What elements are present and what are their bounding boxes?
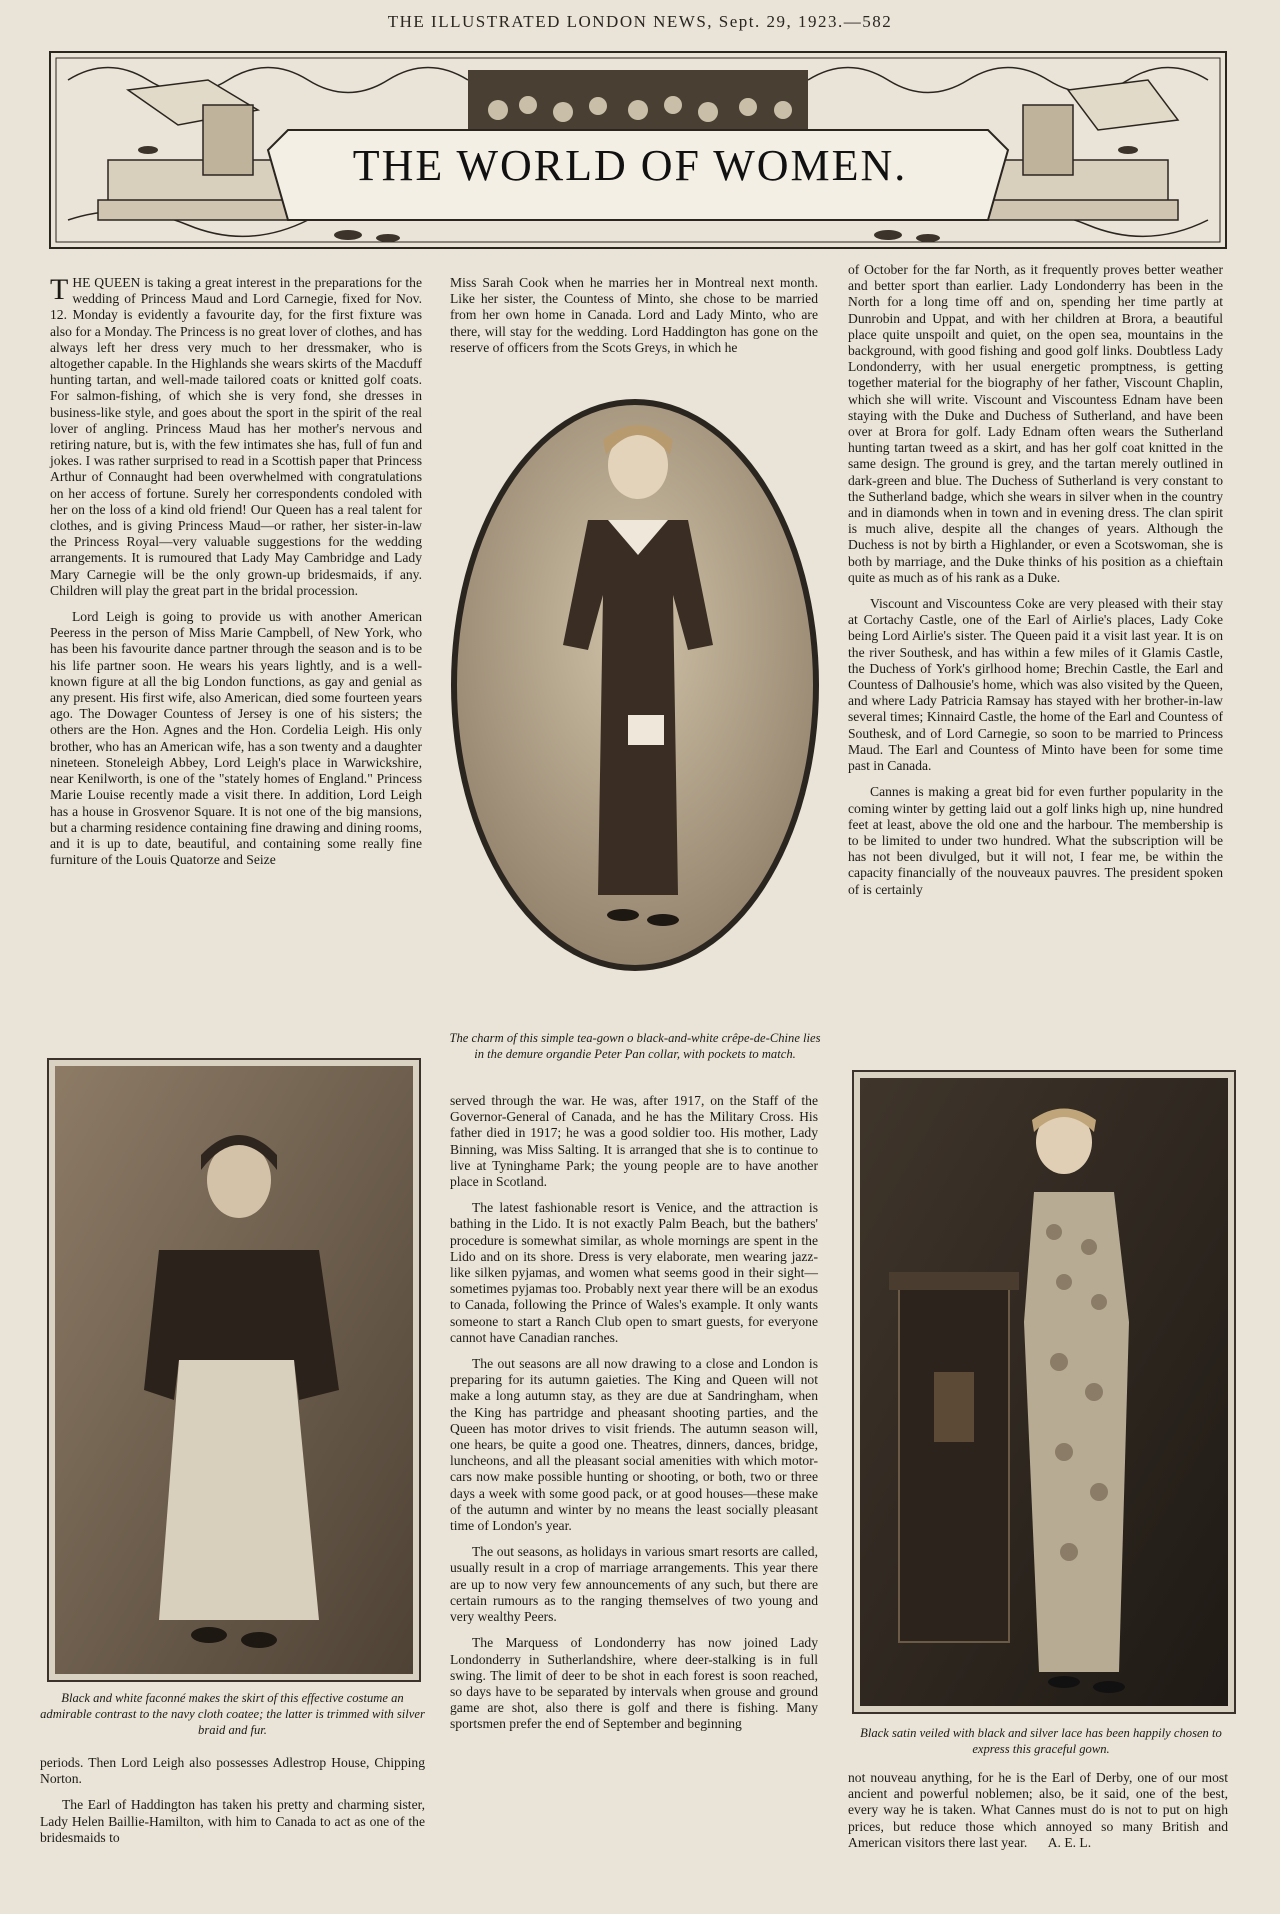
paragraph: The Earl of Haddington has taken his pretty and charming sister, Lady Helen Baillie-Hamilton, with him to Canada to act as one of the bridesmaids to (40, 1797, 425, 1845)
paragraph (50, 275, 422, 599)
caption-right: Black satin veiled with black and silver lace has been happily chosen to express this graceful gown. (860, 1726, 1222, 1756)
caption-center: The charm of this simple tea-gown o black-and-white crêpe-de-Chine lies in the demure organdie Peter Pan collar, with pockets to match. (449, 1031, 821, 1061)
paragraph: Cannes is making a great bid for even further popularity in the coming winter by getting laid out a golf links high up, nine hundred feet at least, above the old one and the harbour. The membership is to be limited to under two hundred. What the subscription will be has not been divulged, but it will not, I fear me, be within the capacity financially of the nouveaux pauvres. The president spoken of is certainly (848, 784, 1223, 897)
column-1-bottom (40, 1755, 425, 1856)
paragraph: The Marquess of Londonderry has now joined Lady Londonderry in Sutherlandshire, where deer-stalking is in full swing. The limit of deer to be shot in each forest is soon reached, so days have to be separated by intervals when grouse and ground game are shot, also there is golf and there is fishing. Many sportsmen prefer the end of September and beginning (450, 1635, 818, 1732)
paragraph: Viscount and Viscountess Coke are very pleased with their stay at Cortachy Castle, one of the Earl of Airlie's places, Lady Coke being Lord Airlie's sister. The Queen paid it a visit last year. It is on the river Southesk, and has within a few miles of it Glamis Castle, the Duchess of York's girlhood home; Brechin Castle, the Earl and Countess of Dalhousie's home, which was also visited by the Queen, and where Lady Patricia Ramsay has stayed with her brother-in-law several times; Kinnaird Castle, the home of the Earl and Countess of Southesk, and of Lord Carnegie, so soon to be married to Princess Maud. The Earl and Countess of Minto have been for some time past in Canada. (848, 596, 1223, 774)
paragraph: periods. Then Lord Leigh also possesses Adlestrop House, Chipping Norton. (40, 1755, 425, 1787)
paragraph: served through the war. He was, after 1917, on the Staff of the Governor-General of Canada, and he has the Military Cross. His father died in 1917; he was a good soldier too. His mother, Lady Binning, was Miss Salting. It is arranged that she is to continue to live at Tyninghame Park; the young people are to have another place in Scotland. (450, 1093, 818, 1190)
paragraph-text: not nouveau anything, for he is the Earl of Derby, one of our most ancient and powerful noblemen; also, be it said, one of the best, every way he is taken. What Cannes must do is not to put on high prices, but reduce those which annoyed so many British and American visitors there last year. (848, 1770, 1228, 1850)
paragraph: of October for the far North, as it frequently proves better weather and better sport than earlier. Lady Londonderry has been in the North for a long time off and on, spending her time partly at Dunrobin and Uppat, and with her children at Brora, a beautiful place quite unspoilt and quiet, on the open sea, mountains in the background, with good fishing and good golf links. Doubtless Lady Londonderry, with her usual energetic promptness, is getting together material for the biography of her father, Viscount Chaplin, which she will write. Viscount and Viscountess Ednam have been staying with the Duke and Duchess of Sutherland, and have been over at Brora for golf. Lady Ednam often wears the Sutherland hunting tartan tweed as a skirt, and has her golf coat knitted in the same design. The ground is grey, and the tartan merely outlined in dark-green and blue. The Duchess of Sutherland is very constant to the Sutherland badge, which she wears in silver when in the country and in diamonds when in town and in evening dress. The clan spirit is much alive, despite all the changes of years. Although the Duchess is not by birth a Highlander, or even a Scotswoman, she is both by marriage, and the Duke thinks of his position as a chieftain quite as much as of his rank as a Duke. (848, 262, 1223, 585)
paragraph: Miss Sarah Cook when he marries her in Montreal next month. Like her sister, the Countess of Minto, she chose to be married from her own home in Canada. Lord and Lady Minto, who are there, will stay for the wedding. Lord Haddington has gone on the reserve of officers from the Scots Greys, in which he (450, 275, 818, 355)
running-head: THE ILLUSTRATED LONDON NEWS, Sept. 29, 1923.—582 (387, 12, 893, 31)
column-3-top (848, 262, 1223, 908)
column-2-top (450, 275, 818, 366)
photo-image (854, 1072, 1234, 1712)
photo-image (448, 395, 823, 975)
photo-black-satin-gown (852, 1070, 1236, 1714)
signature: A. E. L. (1047, 1834, 1092, 1850)
paragraph: The out seasons, as holidays in various smart resorts are called, usually result in a crop of marriage arrangements. This year there are up to now very few announcements of any such, but there are certain rumours as to the ranging themselves of two young and very wealthy Peers. (450, 1544, 818, 1625)
paragraph (848, 1770, 1228, 1851)
dropcap: T (50, 273, 69, 306)
page-title: THE WORLD OF WOMEN. (352, 141, 908, 190)
paragraph: The latest fashionable resort is Venice, and the attraction is bathing in the Lido. It is not exactly Palm Beach, but the bathers' procedure is somewhat similar, as whole mornings are spent in the Lido and on its shore. Dress is very elaborate, men wearing jazz-like silken pyjamas, and women what seems good in their sight—sometimes pyjamas too. Probably next year there will be an exodus to Canada, following the Prince of Wales's example. It only wants someone to start a Ranch Club open to smart guests, for everyone cannot have Canadian ranches. (450, 1200, 818, 1345)
caption-left: Black and white faconné makes the skirt of this effective costume an admirable contrast to the navy cloth coatee; the latter is trimmed with silver braid and fur. (40, 1691, 425, 1737)
photo-faconne-costume (47, 1058, 421, 1682)
column-3-bottom (848, 1770, 1228, 1861)
paragraph: Lord Leigh is going to provide us with another American Peeress in the person of Miss Marie Campbell, of New York, who has been his favourite dance partner through the season and is to be his life partner soon. He wears his years lightly, and is a well-known figure at all the big London functions, as gay and genial as any present. His first wife, also American, died some fourteen years ago. The Dowager Countess of Jersey is one of his sisters; the others are the Hon. Agnes and the Hon. Cordelia Leigh. His only brother, who has an American wife, has a son twenty and a daughter nineteen. Stoneleigh Abbey, Lord Leigh's place in Warwickshire, near Kenilworth, is one of the "stately homes of England." Princess Marie Louise recently made a visit there. In addition, Lord Leigh has a house in Grosvenor Square. It is not one of the big mansions, but a charming residence containing fine drawing and dining rooms, and it is up to date, beautiful, and containing some really fine furniture of the Louis Quatorze and Seize (50, 609, 422, 868)
photo-tea-gown (448, 395, 823, 975)
photo-image (49, 1060, 419, 1680)
paragraph-text: HE QUEEN is taking a great interest in the preparations for the wedding of Princess Maud and Lord Carnegie, fixed for Nov. 12. Monday is evidently a favourite day, for the first fixture was also for a Monday. The Princess is no great lover of clothes, and has always left her dress very much to her dressmaker, who is altogether capable. In the Highlands she wears skirts of the Macduff hunting tartan, and well-made tailored coats or knitted golf coats. For salmon-fishing, of which she is very fond, she dresses in business-like style, and goes about the sport in the spirit of the real lover of angling. Princess Maud has her mother's nervous and retiring nature, but is, with the few intimates she has, full of fun and jokes. I was rather surprised to read in a Scottish paper that Princess Arthur of Connaught had been overwhelmed with congratulations on her access of fortune. Surely her correspondents condoled with her on the loss of a kind old friend! Our Queen has a real talent for clothes, and is giving Princess Maud—or rather, her sister-in-law the Princess Royal—very valuable suggestions for the wedding arrangements. It is rumoured that Lady May Cambridge and Lady Mary Carnegie will be the only grown-up bridesmaids, if any. Children will play the great part in the bridal procession. (50, 275, 422, 598)
column-2-bottom (450, 1093, 818, 1743)
column-1-top (50, 275, 422, 878)
paragraph: The out seasons are all now drawing to a close and London is preparing for its autumn gaieties. The King and Queen will not make a long autumn stay, as they are due at Sandringham, when the King has partridge and pheasant shooting parties, and the Queen has motor drives to visit friends. The autumn season will, one hears, be quite a good one. Theatres, dinners, dances, bridge, luncheons, and all the pleasant social amenities with which motor-cars now make possible hunting or shooting, or both, two or three days a week with some good pack, or at good houses—these make of the autumn and winter by no means the least socially pleasant time of London's year. (450, 1356, 818, 1534)
